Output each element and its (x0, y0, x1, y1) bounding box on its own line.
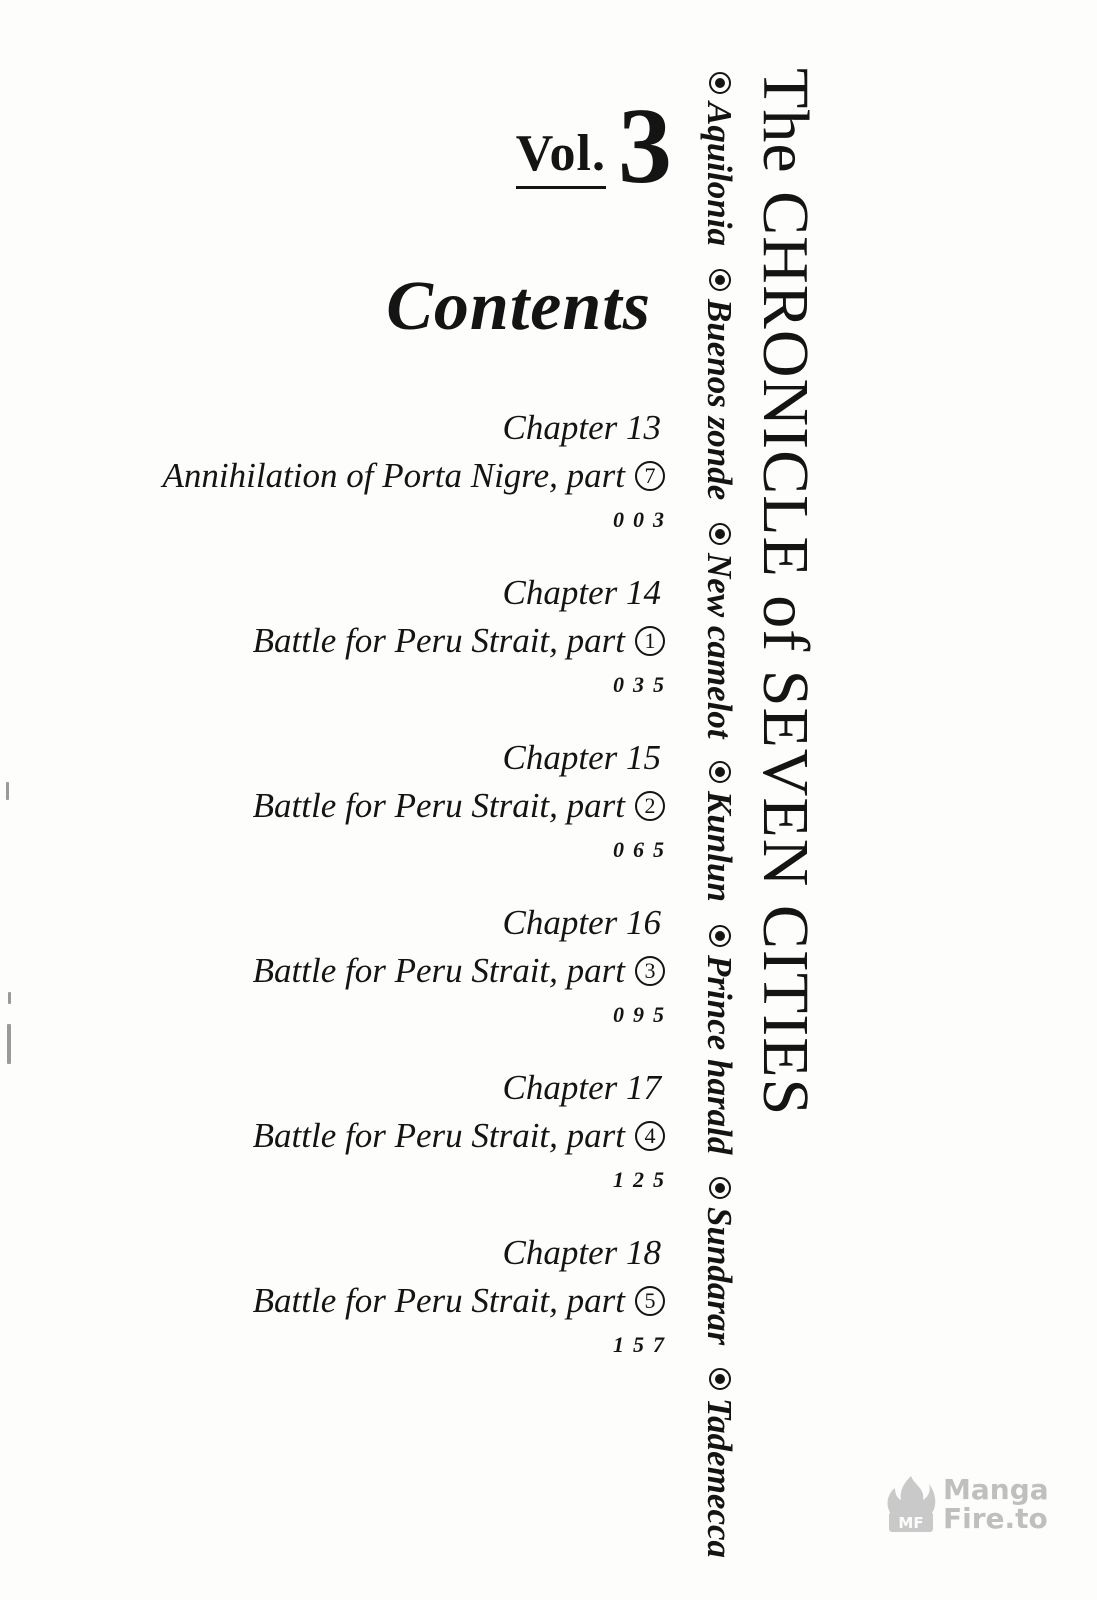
city-list (702, 72, 738, 1572)
scan-speck (6, 782, 9, 800)
toc-entry-chapter-14 (252, 573, 673, 697)
bullet-circle-icon (709, 1368, 731, 1390)
chapter-label: Chapter 13 (502, 408, 661, 447)
bullet-circle-icon (709, 925, 731, 947)
city-item (702, 1177, 737, 1345)
svg-text:MF: MF (898, 1514, 924, 1532)
chapter-label: Chapter 18 (502, 1233, 661, 1272)
site-watermark (885, 1474, 1049, 1534)
flame-logo-icon (885, 1474, 937, 1534)
chapter-page-number: 157 (613, 1332, 673, 1357)
scan-speck (8, 992, 11, 1004)
chapter-part-number: 4 (635, 1121, 665, 1151)
toc-entry-chapter-15 (252, 738, 673, 862)
city-item (702, 1368, 737, 1558)
city-item (702, 269, 737, 500)
chapter-part-number: 2 (635, 791, 665, 821)
city-item (702, 761, 737, 902)
chapter-label: Chapter 16 (502, 903, 661, 942)
chapter-title-text: Battle for Peru Strait, part (252, 951, 625, 990)
toc-entry-chapter-16 (252, 903, 673, 1027)
volume-label: Vol. (516, 128, 606, 189)
chapter-page-number: 125 (613, 1167, 673, 1192)
bullet-circle-icon (709, 761, 731, 783)
chapter-title-text: Battle for Peru Strait, part (252, 1116, 625, 1155)
chapter-page-number: 095 (613, 1002, 673, 1027)
chapter-label: Chapter 17 (502, 1068, 661, 1107)
scan-speck (7, 1024, 11, 1064)
watermark-line-2: Fire.to (943, 1502, 1048, 1535)
city-name: Sundarar (700, 1206, 739, 1346)
chapter-title (253, 623, 665, 658)
chapter-part-number: 1 (635, 626, 665, 656)
toc-entry-chapter-13 (162, 408, 673, 532)
city-item (702, 925, 737, 1154)
chapter-page-number: 003 (613, 507, 673, 532)
bullet-circle-icon (709, 523, 731, 545)
toc-entry-chapter-18 (252, 1233, 673, 1357)
chapter-title (253, 1283, 665, 1318)
city-name: Tademecca (700, 1397, 739, 1558)
toc-entry-chapter-17 (252, 1068, 673, 1192)
bullet-circle-icon (709, 269, 731, 291)
watermark-text (943, 1472, 1049, 1535)
chapter-label: Chapter 14 (502, 573, 661, 612)
city-item (702, 523, 737, 739)
city-item (702, 72, 737, 246)
city-name: Kunlun (700, 791, 739, 903)
city-name: Prince harald (700, 954, 739, 1155)
table-of-contents (162, 408, 673, 1357)
chapter-part-number: 3 (635, 956, 665, 986)
bullet-circle-icon (709, 1177, 731, 1199)
chapter-page-number: 035 (613, 672, 673, 697)
bullet-circle-icon (709, 72, 731, 94)
chapter-title-text: Annihilation of Porta Nigre, part (162, 456, 625, 495)
city-name: Aquilonia (700, 102, 739, 246)
series-title: The CHRONICLE of SEVEN CITIES (749, 68, 822, 1117)
city-name: Buenos zonde (700, 298, 739, 501)
chapter-title-text: Battle for Peru Strait, part (252, 621, 625, 660)
chapter-title-text: Battle for Peru Strait, part (252, 1281, 625, 1320)
chapter-title (253, 1118, 665, 1153)
volume-heading (515, 87, 672, 206)
watermark-line-1: Manga (943, 1472, 1049, 1506)
chapter-part-number: 5 (635, 1286, 665, 1316)
chapter-title (163, 458, 665, 493)
city-name: New camelot (700, 552, 739, 739)
contents-title: Contents (386, 268, 651, 345)
chapter-page-number: 065 (613, 837, 673, 862)
chapter-title (253, 788, 665, 823)
volume-number: 3 (618, 87, 672, 206)
chapter-title (253, 953, 665, 988)
chapter-title-text: Battle for Peru Strait, part (252, 786, 625, 825)
chapter-part-number: 7 (635, 461, 665, 491)
chapter-label: Chapter 15 (502, 738, 661, 777)
